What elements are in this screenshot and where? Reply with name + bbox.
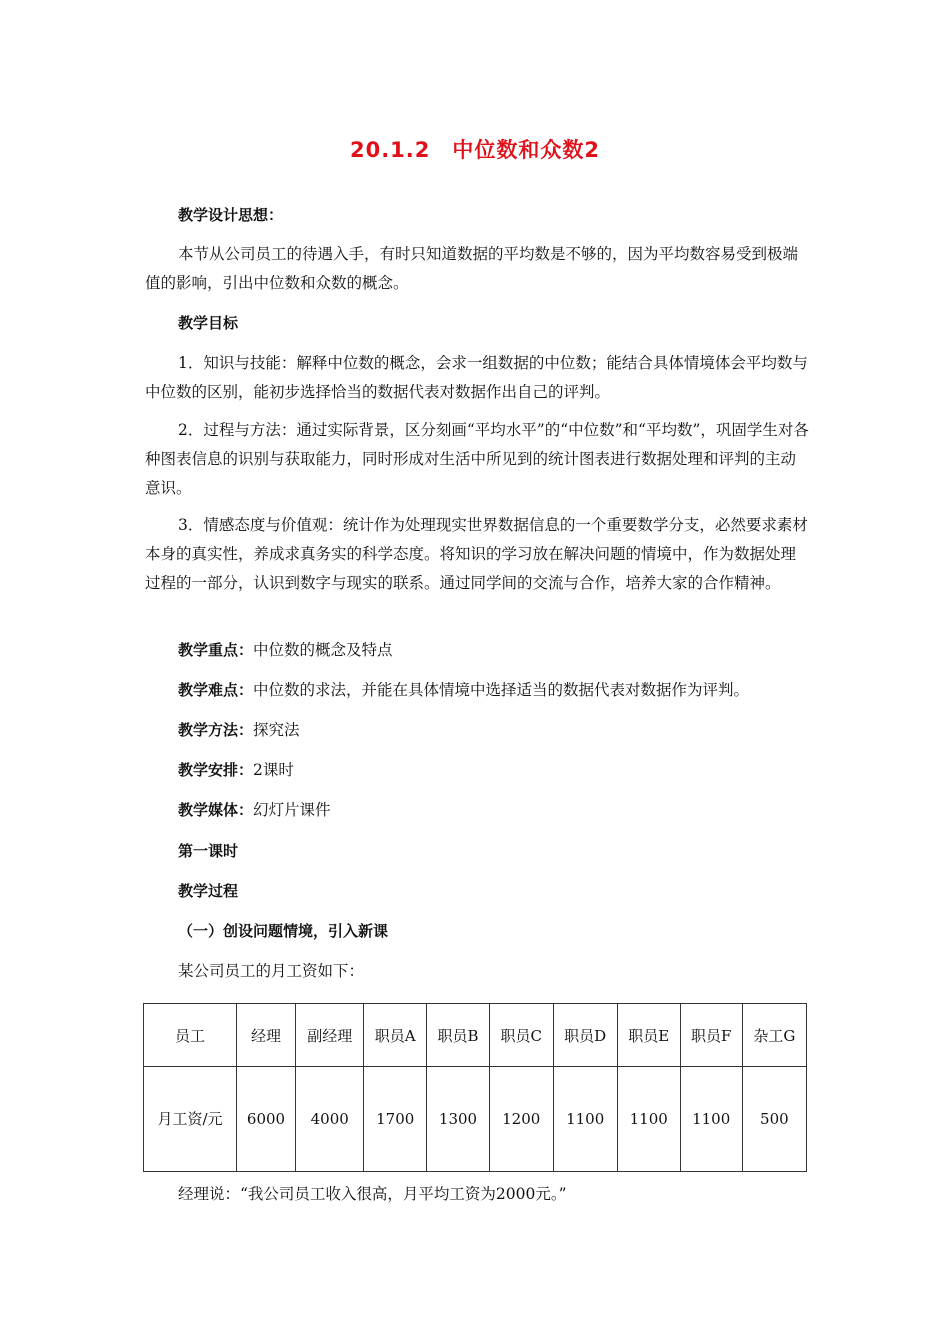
table-cell: 副经理	[296, 1004, 364, 1067]
lesson-heading: 第一课时	[178, 842, 239, 860]
design-heading: 教学设计思想：	[178, 206, 284, 224]
table-cell: 6000	[237, 1067, 296, 1172]
table-cell: 1300	[427, 1067, 490, 1172]
table-cell: 职员B	[427, 1004, 490, 1067]
table-cell: 杂工G	[742, 1004, 806, 1067]
process-heading: 教学过程	[178, 882, 239, 900]
intro-text: 某公司员工的月工资如下：	[178, 962, 365, 980]
goal-1: 1．知识与技能：解释中位数的概念，会求一组数据的中位数；能结合具体情境体会平均数与中位数的区别，能初步选择恰当的数据代表对数据作出自己的评判。	[145, 354, 808, 401]
goal-2: 2．过程与方法：通过实际背景，区分刻画“平均水平”的“中位数”和“平均数”，巩固学生对各种图表信息的识别与获取能力，同时形成对生活中所见到的统计图表进行数据处理和评判的主动意识。	[145, 421, 809, 497]
field-value: 2课时	[253, 761, 294, 779]
manager-quote: 经理说：“我公司员工收入很高，月平均工资为2000元。”	[178, 1185, 567, 1203]
field-value: 中位数的概念及特点	[253, 641, 393, 659]
field-value: 幻灯片课件	[253, 801, 331, 819]
design-text: 本节从公司员工的待遇入手，有时只知道数据的平均数是不够的，因为平均数容易受到极端值的影响，引出中位数和众数的概念。	[145, 245, 799, 292]
field-value: 中位数的求法，并能在具体情境中选择适当的数据代表对数据作为评判。	[253, 681, 750, 699]
field-value: 探究法	[253, 721, 300, 739]
table-cell: 1700	[364, 1067, 427, 1172]
table-cell: 500	[742, 1067, 806, 1172]
document-title: 20.1.2 中位数和众数2	[349, 138, 600, 162]
field-method	[178, 716, 843, 745]
table-cell: 1100	[553, 1067, 617, 1172]
field-label: 教学安排：	[178, 761, 254, 779]
field-schedule	[178, 756, 843, 785]
table-cell: 职员A	[364, 1004, 427, 1067]
table-cell: 1100	[680, 1067, 742, 1172]
table-cell: 职员C	[489, 1004, 553, 1067]
field-difficulty	[178, 676, 818, 705]
field-label: 教学方法：	[178, 721, 254, 739]
field-label: 教学重点：	[178, 641, 254, 659]
table-row	[144, 1067, 807, 1172]
table-cell: 1100	[617, 1067, 680, 1172]
field-focus	[178, 636, 843, 665]
field-label: 教学媒体：	[178, 801, 254, 819]
table-cell: 月工资/元	[144, 1067, 237, 1172]
goals-heading: 教学目标	[178, 314, 239, 332]
field-label: 教学难点：	[178, 681, 254, 699]
table-cell: 职员F	[680, 1004, 742, 1067]
table-cell: 员工	[144, 1004, 237, 1067]
table-cell: 1200	[489, 1067, 553, 1172]
table-cell: 经理	[237, 1004, 296, 1067]
salary-table	[143, 1003, 807, 1172]
table-header-row	[144, 1004, 807, 1067]
table-cell: 职员D	[553, 1004, 617, 1067]
table-cell: 4000	[296, 1067, 364, 1172]
section1-heading: （一）创设问题情境，引入新课	[178, 922, 389, 940]
field-media	[178, 796, 843, 825]
goal-3: 3．情感态度与价值观：统计作为处理现实世界数据信息的一个重要数学分支，必然要求素材本身的真实性，养成求真务实的科学态度。将知识的学习放在解决问题的情境中，作为数据处理过程的一部分，认识到数字与现实的联系。通过同学间的交流与合作，培养大家的合作精神。	[145, 516, 808, 592]
table-cell: 职员E	[617, 1004, 680, 1067]
